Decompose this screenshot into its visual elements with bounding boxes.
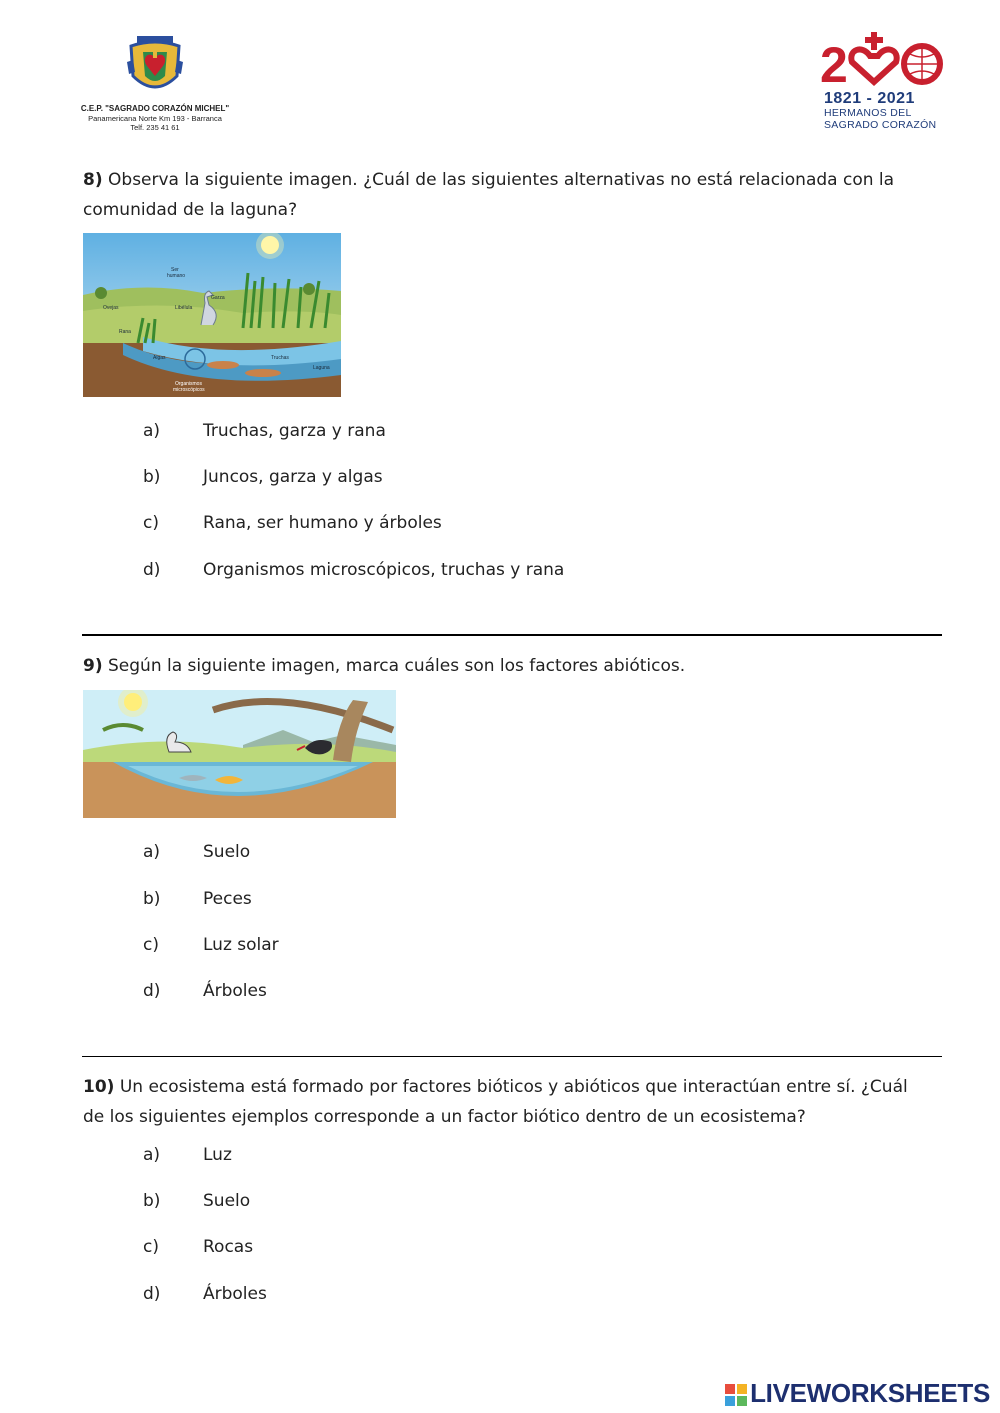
divider <box>82 634 942 636</box>
school-phone: Telf. 235 41 61 <box>130 123 180 132</box>
option-10c[interactable]: c) Rocas <box>143 1237 254 1257</box>
question-9-text: 9) Según la siguiente imagen, marca cuáles son los factores abióticos. <box>83 656 686 676</box>
divider <box>82 1056 942 1057</box>
option-8d[interactable]: d) Organismos microscópicos, truchas y rana <box>143 560 565 580</box>
option-9d[interactable]: d) Árboles <box>143 981 267 1001</box>
anniversary-200-logo <box>818 30 948 88</box>
question-10-number: 10) <box>83 1077 115 1097</box>
anniversary-line3: SAGRADO CORAZÓN <box>824 119 937 131</box>
option-10d[interactable]: d) Árboles <box>143 1284 267 1304</box>
liveworksheets-brand[interactable] <box>725 1378 990 1409</box>
lagoon-community-image <box>83 233 341 397</box>
option-9c[interactable]: c) Luz solar <box>143 935 279 955</box>
school-address: Panamericana Norte Km 193 - Barranca <box>88 114 222 123</box>
school-header <box>70 32 240 132</box>
option-10b[interactable]: b) Suelo <box>143 1191 251 1211</box>
option-8c[interactable]: c) Rana, ser humano y árboles <box>143 513 442 533</box>
svg-text:Truchas: Truchas <box>271 355 289 361</box>
svg-text:Rana: Rana <box>119 329 131 335</box>
svg-text:Organismos: Organismos <box>175 381 202 387</box>
svg-text:Laguna: Laguna <box>313 365 330 371</box>
school-crest-logo <box>123 32 187 100</box>
svg-text:Ser: Ser <box>171 267 179 273</box>
option-9a[interactable]: a) Suelo <box>143 842 251 862</box>
option-8b[interactable]: b) Juncos, garza y algas <box>143 467 383 487</box>
svg-text:humano: humano <box>167 273 186 279</box>
question-10-text: 10) Un ecosistema está formado por factores bióticos y abióticos que interactúan entre sí. ¿Cuál de los siguientes ejemplos corresponde a un factor biótico dentro de un ecosistema? <box>83 1077 908 1127</box>
svg-text:microscópicos: microscópicos <box>173 387 205 393</box>
svg-text:Ovejas: Ovejas <box>103 305 119 311</box>
pond-ecosystem-image <box>83 690 396 818</box>
anniversary-years: 1821 - 2021 <box>824 90 915 107</box>
liveworksheets-text: LIVEWORKSHEETS <box>750 1378 990 1408</box>
question-8-text: 8) Observa la siguiente imagen. ¿Cuál de las siguientes alternativas no está relacionada con la comunidad de la laguna? <box>83 170 895 220</box>
liveworksheets-icon <box>725 1384 747 1406</box>
option-10a[interactable]: a) Luz <box>143 1145 232 1165</box>
anniversary-logo <box>818 30 948 130</box>
svg-text:Garza: Garza <box>211 295 225 301</box>
svg-text:Algas: Algas <box>153 355 166 361</box>
anniversary-2-digit: 2 <box>820 37 848 88</box>
anniversary-line2: HERMANOS DEL <box>824 107 912 119</box>
svg-text:Libélula: Libélula <box>175 305 193 311</box>
question-8-number: 8) <box>83 170 103 190</box>
question-9-number: 9) <box>83 656 103 676</box>
school-name: C.E.P. "SAGRADO CORAZÓN MICHEL" <box>80 104 230 113</box>
option-8a[interactable]: a) Truchas, garza y rana <box>143 421 386 441</box>
option-9b[interactable]: b) Peces <box>143 889 252 909</box>
